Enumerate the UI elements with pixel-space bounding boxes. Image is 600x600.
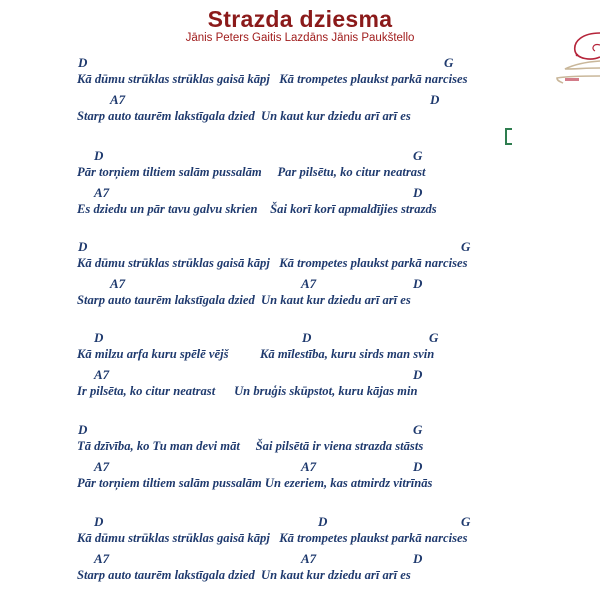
chord: D (430, 92, 440, 107)
chord: A7 (94, 367, 110, 382)
chord: A7 (301, 551, 317, 566)
chord: D (78, 55, 88, 70)
chord: D (413, 459, 423, 474)
chord: G (461, 239, 471, 254)
chord: A7 (301, 459, 317, 474)
chord: D (413, 367, 423, 382)
lyric-line: Kā milzu arfa kuru spēlē vējš Kā mīlestība, kuru sirds man svin (77, 347, 435, 361)
lyric-line: Ir pilsēta, ko citur neatrast Un bruģis skūpstot, kuru kājas min (77, 384, 418, 398)
lyric-line: Es dziedu un pār tavu galvu skrien Šai korī korī apmaldījies strazds (77, 202, 437, 216)
lyric-line: Tā dzīvība, ko Tu man devi māt Šai pilsētā ir viena strazda stāsts (77, 439, 424, 453)
song-authors: Jānis Peters Gaitis Lazdāns Jānis Paukštello (185, 32, 415, 44)
lyric-line: Starp auto taurēm lakstīgala dzied Un kaut kur dziedu arī arī es (77, 109, 411, 123)
lyric-line: Pār torņiem tiltiem salām pussalām Par pilsētu, ko citur neatrast (77, 165, 426, 179)
chord: G (429, 330, 439, 345)
chord: D (413, 185, 423, 200)
chord: D (318, 514, 328, 529)
lyric-line: Starp auto taurēm lakstīgala dzied Un kaut kur dziedu arī arī es (77, 293, 411, 307)
chord: A7 (110, 276, 126, 291)
chord: A7 (94, 185, 110, 200)
chord: D (413, 276, 423, 291)
chord: D (94, 148, 104, 163)
chord: A7 (94, 551, 110, 566)
chord: G (444, 55, 454, 70)
chord: A7 (301, 276, 317, 291)
lyric-line: Kā dūmu strūklas strūklas gaisā kāpj Kā trompetes plaukst parkā narcises (77, 256, 468, 270)
chord: G (413, 422, 423, 437)
chord: D (94, 330, 104, 345)
chord: D (413, 551, 423, 566)
chord: D (302, 330, 312, 345)
lyric-line: Kā dūmu strūklas strūklas gaisā kāpj Kā trompetes plaukst parkā narcises (77, 72, 468, 86)
chord: G (461, 514, 471, 529)
chord: D (78, 422, 88, 437)
lyric-line: Starp auto taurēm lakstīgala dzied Un kaut kur dziedu arī arī es (77, 568, 411, 582)
bracket-mark (505, 128, 512, 145)
chord: A7 (110, 92, 126, 107)
chord: A7 (94, 459, 110, 474)
chord: G (413, 148, 423, 163)
chord: D (78, 239, 88, 254)
song-title: Strazda dziesma (207, 6, 393, 32)
lyric-line: Pār torņiem tiltiem salām pussalām Un ezeriem, kas atmirdz vitrīnās (77, 476, 433, 490)
lyric-line: Kā dūmu strūklas strūklas gaisā kāpj Kā trompetes plaukst parkā narcises (77, 531, 468, 545)
chord: D (94, 514, 104, 529)
logo-icon (555, 25, 600, 90)
